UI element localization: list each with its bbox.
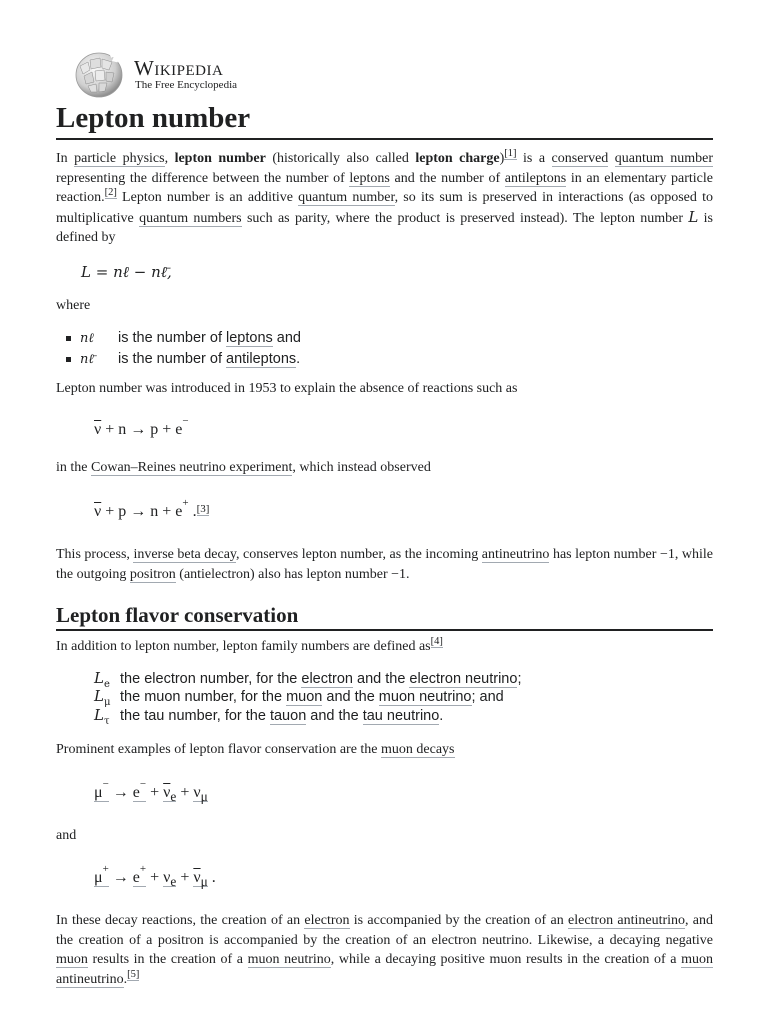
link-muon[interactable]: muon: [286, 689, 323, 705]
negative-muon-decay: $\mu^- \to e^- + \overline{\nu}_e + \nu_\mu$: [94, 777, 208, 804]
link-electron-neutrino[interactable]: electron neutrino: [409, 670, 518, 687]
link-tauon[interactable]: tauon: [269, 707, 307, 724]
where-text: where: [56, 297, 91, 313]
list-item: $L_e$ the electron number, for the electron and the electron neutrino;: [94, 668, 522, 690]
list-item: $L_\tau$ the tau number, for the tauon and the tau neutrino.: [94, 705, 444, 727]
electron-symbol[interactable]: e−: [132, 777, 147, 801]
wikipedia-wordmark: Wikipedia: [134, 56, 224, 80]
antimuon-symbol[interactable]: μ+: [94, 863, 109, 886]
link-muon-neutrino-2[interactable]: muon neutrino: [247, 952, 331, 967]
electron-neutrino-symbol[interactable]: $\nu_e$: [163, 869, 177, 890]
reference-5[interactable]: [5]: [127, 968, 140, 980]
reference-2[interactable]: [2]: [104, 187, 117, 198]
wikipedia-globe-icon: [74, 52, 124, 98]
wikipedia-tagline: The Free Encyclopedia: [135, 79, 238, 91]
link-quantum-numbers[interactable]: quantum numbers: [139, 210, 242, 226]
math-L: L: [688, 207, 699, 226]
reference-3[interactable]: [3]: [196, 503, 210, 515]
article: [56, 50, 713, 989]
paragraph-muon-decays: Prominent examples of lepton flavor conservation are the muon decays: [56, 742, 455, 757]
paragraph-cowan-reines: in the Cowan–Reines neutrino experiment, which instead observed: [56, 459, 431, 475]
positron-symbol[interactable]: e+: [132, 863, 147, 886]
section-heading-flavor: Lepton flavor conservation: [56, 602, 713, 631]
definition-list: [56, 328, 713, 370]
muon-symbol[interactable]: μ−: [94, 777, 109, 801]
link-antileptons[interactable]: antileptons: [504, 170, 567, 186]
and-text: and: [56, 827, 77, 843]
paragraph-inverse-beta-decay: This process, inverse beta decay, conserves lepton number, as the incoming antineutrino has lepton number −1, while the outgoing positron (antielectron) also has lepton number −1.: [56, 547, 713, 582]
muon-neutrino-symbol[interactable]: $\nu_\mu$: [193, 783, 208, 804]
link-muon-antineutrino[interactable]: muon antineutrino: [56, 952, 713, 987]
list-item: nℓ̄ is the number of antileptons.: [66, 349, 713, 370]
muon-antineutrino-symbol[interactable]: $\overline{\nu}_\mu$: [193, 869, 208, 890]
observed-reaction: $\overline{\nu} + p \to n + e^+$ .[3]: [94, 497, 210, 520]
link-electron-2[interactable]: electron: [304, 913, 350, 928]
reference-1[interactable]: [1]: [504, 148, 517, 159]
reference-4[interactable]: [4]: [430, 636, 443, 647]
link-leptons[interactable]: leptons: [349, 170, 390, 186]
link-muon-decays[interactable]: muon decays: [381, 742, 455, 757]
lepton-number-equation: L = nℓ − nℓ̄,: [81, 262, 172, 281]
positive-muon-decay: $\mu^+ \to e^+ + \nu_e + \overline{\nu}_\mu$ .: [94, 863, 216, 890]
link-muon-2[interactable]: muon: [56, 952, 88, 967]
link-leptons-def[interactable]: leptons: [226, 330, 273, 346]
link-muon-neutrino[interactable]: muon neutrino: [378, 689, 472, 705]
link-inverse-beta-decay[interactable]: inverse beta decay: [133, 547, 236, 562]
link-conserved[interactable]: conserved: [551, 151, 609, 166]
link-particle-physics[interactable]: particle physics: [74, 151, 165, 166]
symbol-n-antilepton: nℓ̄: [80, 352, 94, 367]
link-cowan-reines[interactable]: Cowan–Reines neutrino experiment: [91, 459, 293, 475]
intro-paragraph: In particle physics, lepton number (historically also called lepton charge)[1] is a conserved quantum number representing the difference between the number of leptons and the number of antileptons in an elementary particle reaction.[2] Lepton number is an additive quantum number, so its sum is preserved in interactions (as opposed to multiplicative quantum numbers such as parity, where the product is preserved instead). The lepton number L is defined by: [56, 148, 714, 245]
page-title: Lepton number: [56, 100, 713, 140]
list-item: $L_\mu$ the muon number, for the muon and the muon neutrino; and: [94, 687, 504, 708]
forbidden-reaction: $\overline{\nu} + n \to p + e^-$: [94, 414, 189, 438]
flavor-number-list: [94, 669, 713, 725]
link-antileptons-def[interactable]: antileptons: [226, 351, 297, 367]
electron-antineutrino-symbol[interactable]: $\overline{\nu}_e$: [163, 783, 177, 804]
link-antineutrino[interactable]: antineutrino: [481, 547, 550, 562]
link-electron[interactable]: electron: [301, 670, 353, 687]
link-quantum-number-2[interactable]: quantum number: [298, 190, 395, 205]
list-item: nℓ is the number of leptons and: [66, 328, 713, 349]
link-electron-antineutrino[interactable]: electron antineutrino: [568, 913, 686, 928]
link-positron[interactable]: positron: [129, 566, 176, 582]
symbol-n-lepton: nℓ: [80, 331, 94, 346]
wikipedia-logo[interactable]: [56, 50, 713, 100]
link-tau-neutrino[interactable]: tau neutrino: [362, 707, 440, 724]
paragraph-decay-reactions: In these decay reactions, the creation of an electron is accompanied by the creation of an electron antineutrino, and the creation of a positron is accompanied by the creation of an electron neutrino. Likewise, a decaying negative muon results in the creation of a muon neutrino, while a decaying positive muon results in the creation of a muon antineutrino.[5]: [56, 913, 714, 987]
paragraph-introduced-1953: Lepton number was introduced in 1953 to explain the absence of reactions such as: [56, 381, 518, 396]
link-quantum-number[interactable]: quantum number: [614, 151, 714, 166]
paragraph-family-numbers: In addition to lepton number, lepton family numbers are defined as[4]: [56, 636, 443, 654]
